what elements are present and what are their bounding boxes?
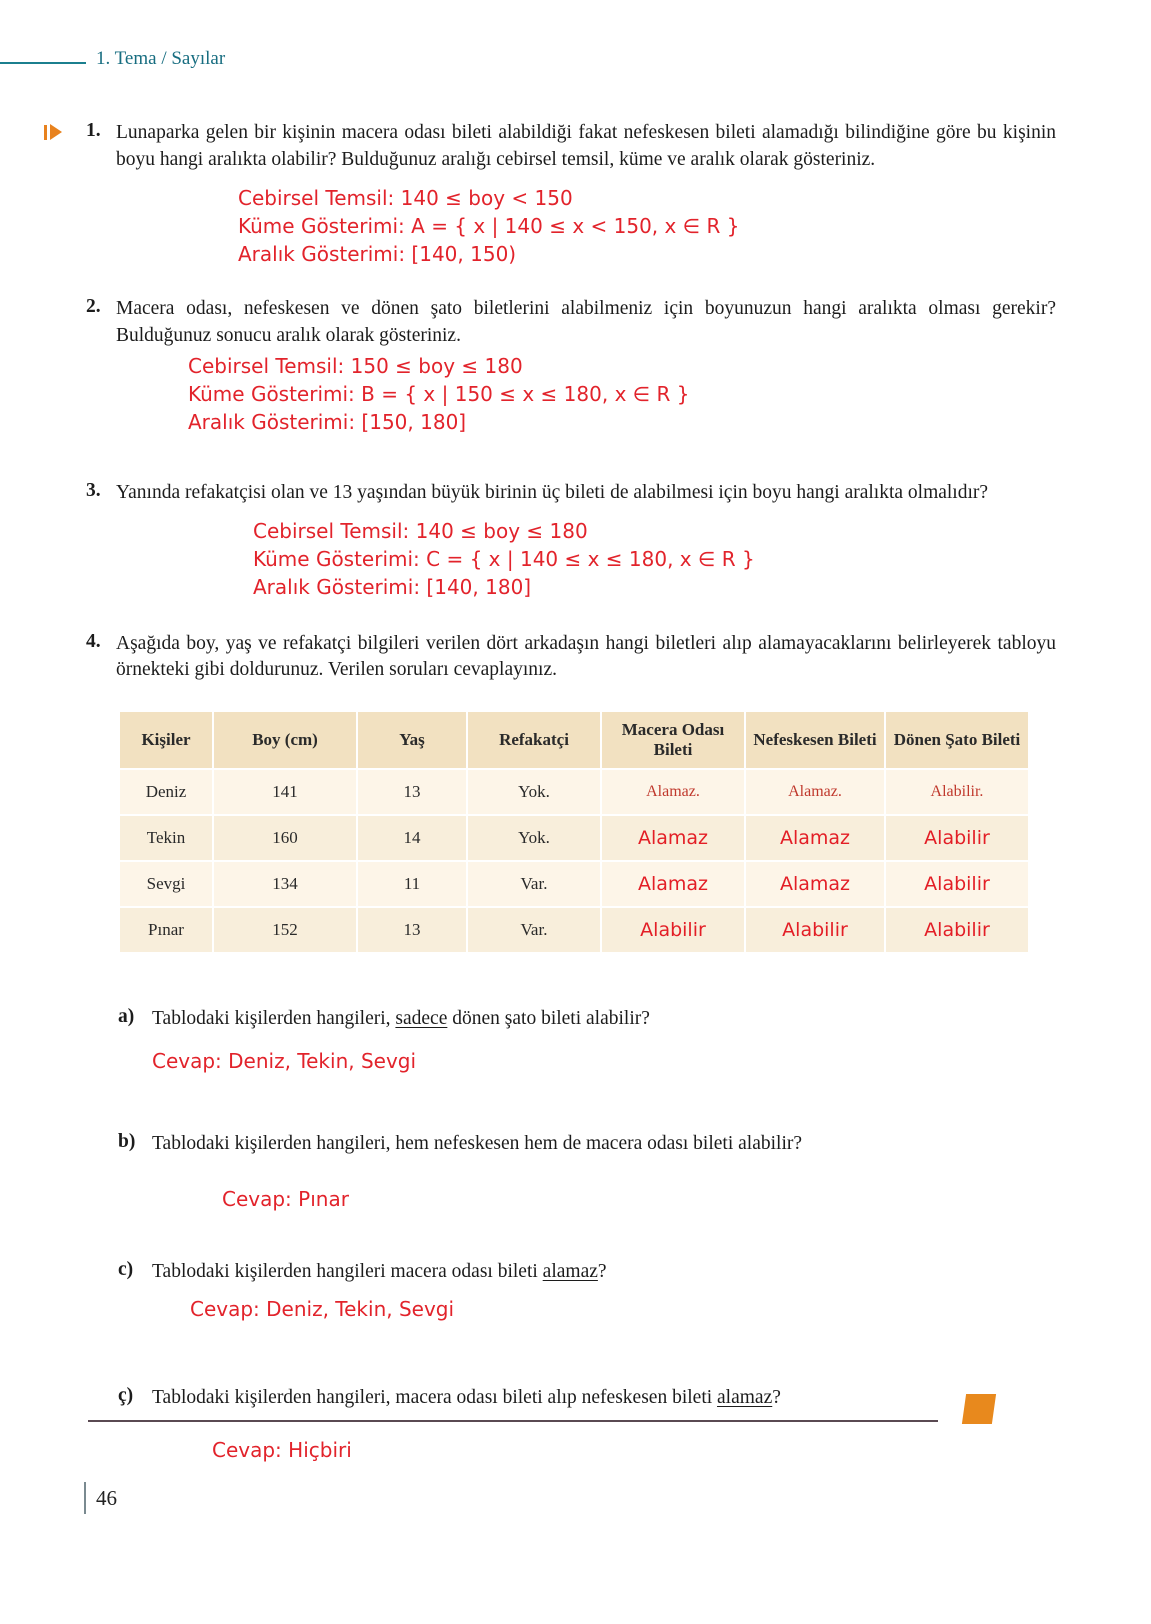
page-number-block [84, 1482, 117, 1514]
question-text: Lunaparka gelen bir kişinin macera odası bileti alabildiği fakat nefeskesen bileti alamadığı bilindiğine göre bu kişinin boyu hangi aralıkta olabilir? Bulduğunuz aralığı cebirsel temsil, küme ve aralık olarak gösteriniz. [116, 122, 1056, 170]
table-answer-cell: Alabilir [746, 908, 884, 952]
table-row [120, 770, 1028, 814]
table-cell: Var. [468, 862, 600, 906]
question-text: Yanında refakatçisi olan ve 13 yaşından büyük birinin üç bileti de alabilmesi için boyu hangi aralıkta olmalıdır? [116, 481, 989, 503]
table-header-cell: Macera Odası Bileti [602, 712, 744, 768]
answer-line: Aralık Gösterimi: [150, 180] [188, 409, 467, 434]
page-header [0, 0, 1151, 78]
question-2-answers [188, 352, 1151, 436]
subquestion-label: c) [118, 1258, 134, 1280]
table-header-cell: Nefeskesen Bileti [746, 712, 884, 768]
question-4 [86, 631, 1056, 685]
table-answer-cell: Alamaz [602, 816, 744, 860]
question-2 [86, 296, 1056, 350]
subquestion-text: Tablodaki kişilerden hangileri, hem nefeskesen hem de macera odası bileti alabilir? [152, 1132, 803, 1154]
subquestion-c [118, 1259, 1031, 1285]
subquestion-label: ç) [118, 1385, 134, 1407]
table-row [120, 862, 1028, 906]
subquestion-text: Tablodaki kişilerden hangileri macera odası bileti alamaz? [152, 1260, 607, 1282]
subquestion-label: b) [118, 1130, 136, 1152]
subquestion-b [118, 1131, 1031, 1157]
ticket-eligibility-table [118, 710, 1030, 954]
page-number: 46 [96, 1485, 117, 1510]
table-row [120, 908, 1028, 952]
table-cell: 14 [358, 816, 466, 860]
section-end-icon [962, 1394, 996, 1424]
table-cell: Sevgi [120, 862, 212, 906]
question-number: 1. [86, 120, 101, 141]
table-cell: 13 [358, 908, 466, 952]
table-header-row [120, 712, 1028, 768]
question-text: Aşağıda boy, yaş ve refakatçi bilgileri verilen dört arkadaşın hangi biletleri alıp alamayacaklarını belirleyerek tabloyu örnekteki gibi doldurunuz. Verilen soruları cevaplayınız. [116, 632, 1056, 681]
subquestion-a [118, 1006, 1031, 1032]
table-header-cell: Yaş [358, 712, 466, 768]
subquestion-label: a) [118, 1006, 135, 1028]
table-cell: Yok. [468, 770, 600, 814]
table-answer-cell: Alamaz [746, 862, 884, 906]
subquestion-a-answer: Cevap: Deniz, Tekin, Sevgi [152, 1048, 417, 1073]
table-header-cell: Kişiler [120, 712, 212, 768]
table-cell: Var. [468, 908, 600, 952]
page-number-bar [84, 1482, 86, 1514]
header-rule [0, 62, 86, 64]
table-row [120, 816, 1028, 860]
answer-line: Küme Gösterimi: B = { x | 150 ≤ x ≤ 180, x ∈ R } [188, 381, 690, 406]
table-answer-cell: Alabilir. [886, 770, 1028, 814]
table-cell: 11 [358, 862, 466, 906]
table-answer-cell: Alabilir [602, 908, 744, 952]
question-number: 4. [86, 630, 101, 652]
table-answer-cell: Alamaz [746, 816, 884, 860]
table-cell: Yok. [468, 816, 600, 860]
table-cell: 160 [214, 816, 356, 860]
footer-rule [88, 1420, 938, 1422]
question-text: Macera odası, nefeskesen ve dönen şato biletlerini alabilmeniz için boyunuzun hangi aralıkta olması gerekir? Bulduğunuz sonucu aralık olarak gösteriniz. [116, 297, 1056, 346]
table-answer-cell: Alamaz [602, 862, 744, 906]
answer-line: Küme Gösterimi: C = { x | 140 ≤ x ≤ 180, x ∈ R } [253, 546, 755, 571]
table-header-cell: Dönen Şato Bileti [886, 712, 1028, 768]
subquestion-text: Tablodaki kişilerden hangileri, macera odası bileti alıp nefeskesen bileti alamaz? [152, 1387, 781, 1409]
subquestion-c-answer: Cevap: Deniz, Tekin, Sevgi [190, 1297, 455, 1322]
table-cell: Deniz [120, 770, 212, 814]
answer-line: Cebirsel Temsil: 140 ≤ boy ≤ 180 [253, 518, 588, 543]
table-answer-cell: Alabilir [886, 816, 1028, 860]
table-answer-cell: Alamaz. [602, 770, 744, 814]
question-1-answers [238, 184, 1151, 268]
table-cell: Tekin [120, 816, 212, 860]
subquestion-text: Tablodaki kişilerden hangileri, sadece dönen şato bileti alabilir? [152, 1008, 650, 1030]
answer-line: Aralık Gösterimi: [140, 150) [238, 241, 517, 266]
subquestion-cc-answer: Cevap: Hiçbiri [212, 1437, 352, 1462]
table-cell: Pınar [120, 908, 212, 952]
question-number: 2. [86, 295, 101, 317]
table-answer-cell: Alabilir [886, 908, 1028, 952]
table-cell: 152 [214, 908, 356, 952]
question-1 [86, 120, 1056, 174]
answer-line: Küme Gösterimi: A = { x | 140 ≤ x < 150, x ∈ R } [238, 213, 740, 238]
question-3 [86, 480, 1056, 507]
question-number: 3. [86, 479, 101, 501]
subquestion-cc [118, 1385, 1031, 1411]
answer-line: Aralık Gösterimi: [140, 180] [253, 574, 532, 599]
table-cell: 13 [358, 770, 466, 814]
answer-line: Cebirsel Temsil: 150 ≤ boy ≤ 180 [188, 353, 523, 378]
table-cell: 141 [214, 770, 356, 814]
answer-line: Cebirsel Temsil: 140 ≤ boy < 150 [238, 185, 573, 210]
table-answer-cell: Alamaz. [746, 770, 884, 814]
table-header-cell: Refakatçi [468, 712, 600, 768]
exercise-arrow-icon [44, 123, 74, 141]
table-cell: 134 [214, 862, 356, 906]
table-answer-cell: Alabilir [886, 862, 1028, 906]
breadcrumb: 1. Tema / Sayılar [96, 48, 226, 69]
subquestion-b-answer: Cevap: Pınar [222, 1186, 349, 1211]
question-3-answers [253, 517, 1151, 601]
table-header-cell: Boy (cm) [214, 712, 356, 768]
